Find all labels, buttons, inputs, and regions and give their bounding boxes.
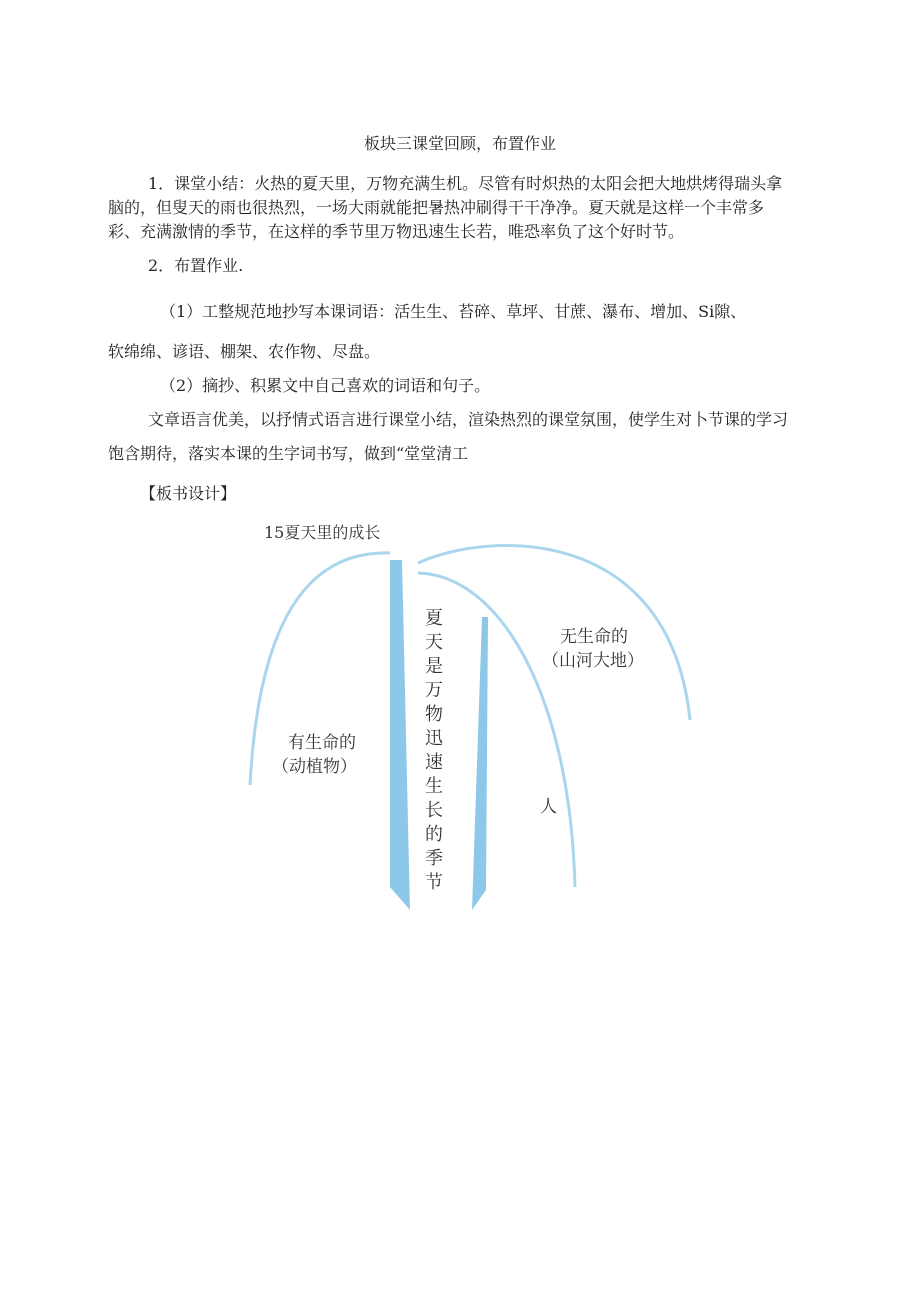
- person-label: 人: [540, 797, 557, 817]
- summary-line-2: 脑的，但叟天的雨也很热烈，一场大雨就能把暑热冲刷得干干净净。夏天就是这样一个丰常多: [108, 198, 765, 217]
- center-band: [390, 560, 410, 910]
- homework-item-1-line-2: 软绵绵、谚语、棚架、农作物、尽盘。: [108, 342, 381, 361]
- right-top-arc: [418, 545, 690, 720]
- right-band: [472, 617, 488, 910]
- summary-line-3: 彩、充满激情的季节，在这样的季节里万物迅速生长若，唯恐率负了这个好时节。: [108, 222, 685, 241]
- left-label-1: 有生命的: [288, 733, 356, 753]
- homework-item-1-line-1: （1）工整规范地抄写本课词语：活生生、苔碎、草坪、甘蔗、瀑布、增加、Si隙、: [160, 302, 747, 321]
- comment-line-2: 饱含期待，落实本课的生字词书写，做到“堂堂清工: [108, 444, 469, 463]
- center-vertical-text: 夏天是万物迅速生长的季节: [425, 608, 443, 893]
- comment-line-1: 文章语言优美，以抒情式语言进行课堂小结，渲染热烈的课堂氛围，使学生对卜节课的学习: [148, 410, 789, 429]
- homework-item-2: （2）摘抄、积累文中自己喜欢的词语和句子。: [160, 376, 491, 395]
- board-diagram: [230, 515, 710, 925]
- board-heading: 【板书设计】: [140, 484, 237, 503]
- right-label-2: （山河大地）: [542, 651, 644, 671]
- board-title: 15夏天里的成长: [264, 523, 381, 542]
- section-title: 板块三课堂回顾，布置作业: [363, 134, 556, 153]
- summary-line-1: 1．课堂小结：火热的夏天里，万物充满生机。尽管有时炽热的太阳会把大地烘烤得瑞头拿: [148, 174, 783, 193]
- board-diagram-graphics: [230, 515, 710, 925]
- left-label-2: （动植物）: [272, 757, 357, 777]
- right-label-1: 无生命的: [560, 627, 628, 647]
- homework-heading: 2．布置作业.: [148, 256, 244, 275]
